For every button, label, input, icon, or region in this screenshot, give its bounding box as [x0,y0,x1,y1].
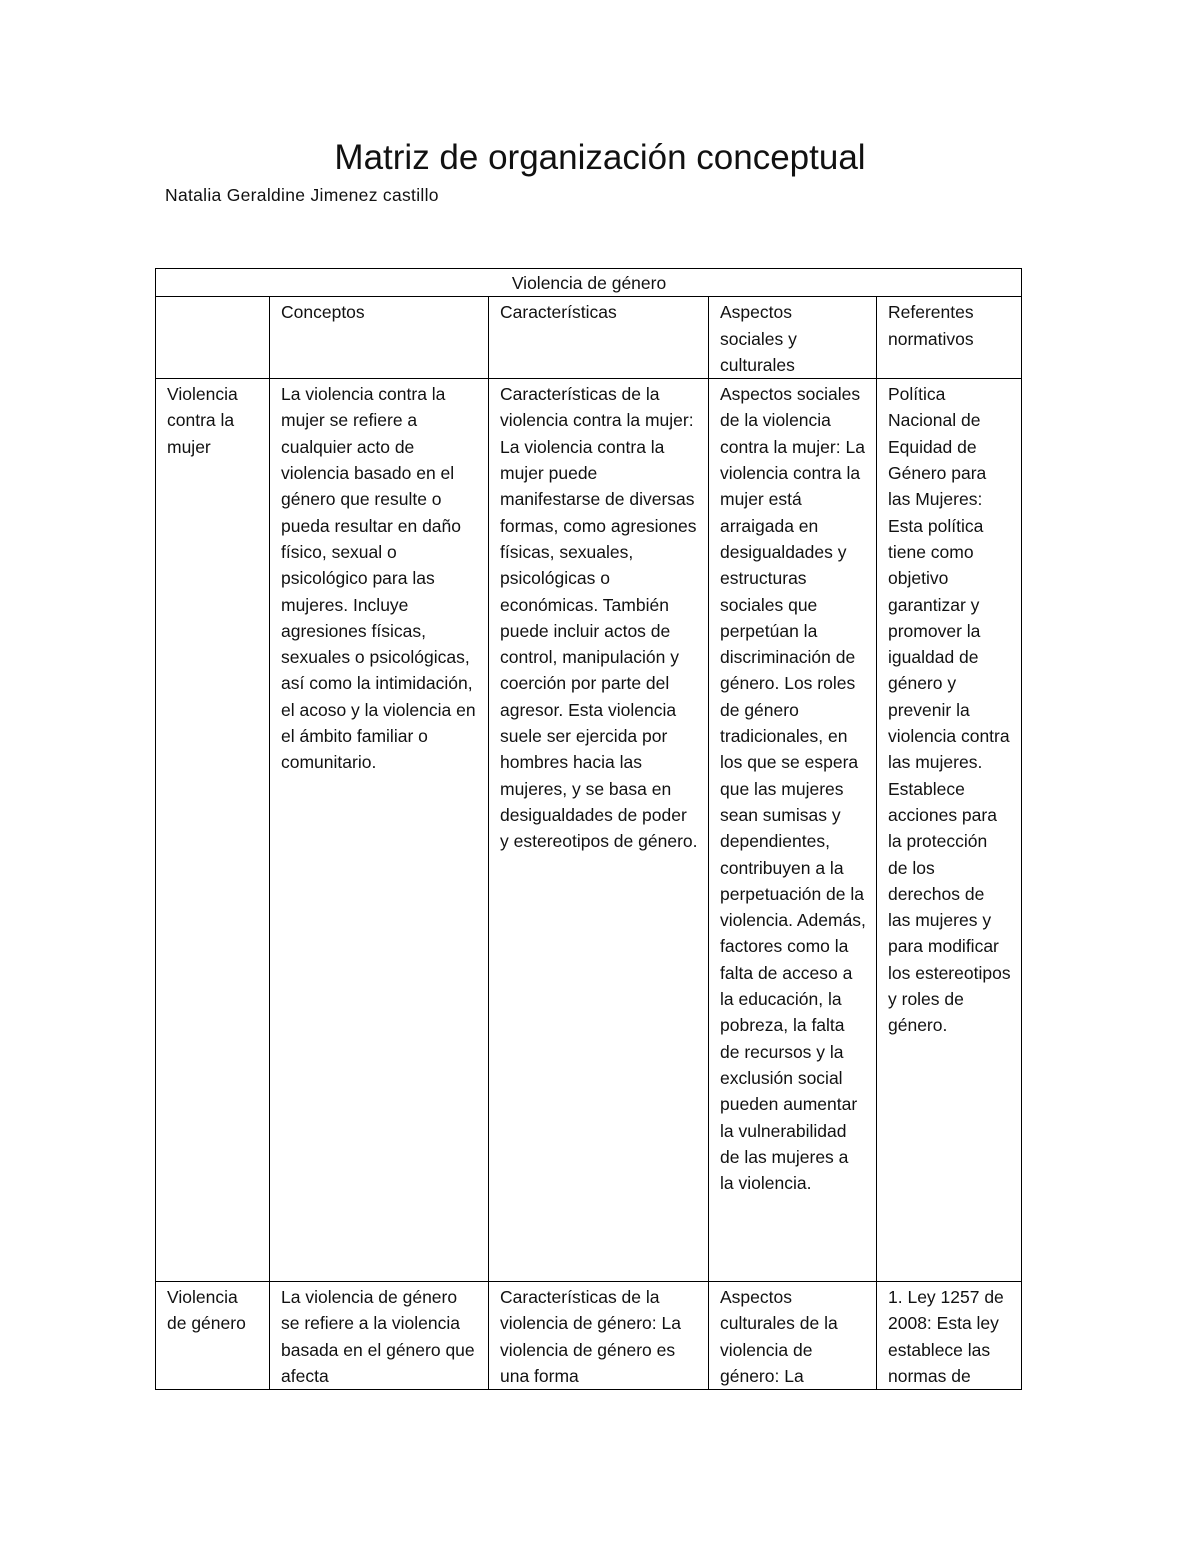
row-referentes-cell: 1. Ley 1257 de 2008: Esta ley establece las normas de [877,1282,1022,1390]
row-caracteristicas-cell: Características de la violencia contra la mujer: La violencia contra la mujer puede manifestarse de diversas formas, como agresiones físicas, sexuales, psicológicas o económicas. También puede incluir actos de control, manipulación y coerción por parte del agresor. Esta violencia suele ser ejercida por hombres hacia las mujeres, y se basa en desigualdades de poder y estereotipos de género. [489,379,709,1282]
header-cell-empty [156,297,270,379]
row-topic-cell: Violencia de género [156,1282,270,1390]
table-caption-row [156,269,1022,297]
row-referentes-cell: Política Nacional de Equidad de Género para las Mujeres: Esta política tiene como objetivo garantizar y promover la igualdad de género y prevenir la violencia contra las mujeres. Establece acciones para la protección de los derechos de las mujeres y para modificar los estereotipos y roles de género. [877,379,1022,1282]
table-header-row [156,297,1022,379]
document-title: Matriz de organización conceptual [334,138,866,177]
table-caption: Violencia de género [156,269,1022,297]
header-cell-caracteristicas: Características [489,297,709,379]
row-caracteristicas-cell: Características de la violencia de género: La violencia de género es una forma [489,1282,709,1390]
author-name: Natalia Geraldine Jimenez castillo [165,185,439,205]
row-topic-cell: Violencia contra la mujer [156,379,270,1282]
row-aspectos-cell: Aspectos culturales de la violencia de género: La [709,1282,877,1390]
table-row [156,379,1022,1282]
header-cell-referentes: Referentes normativos [877,297,1022,379]
concept-matrix-table [155,268,1022,1390]
row-conceptos-cell: La violencia contra la mujer se refiere a cualquier acto de violencia basado en el género que resulte o pueda resultar en daño físico, sexual o psicológico para las mujeres. Incluye agresiones físicas, sexuales o psicológicas, así como la intimidación, el acoso y la violencia en el ámbito familiar o comunitario. [270,379,489,1282]
header-cell-aspectos: Aspectos sociales y culturales [709,297,877,379]
header-cell-conceptos: Conceptos [270,297,489,379]
row-conceptos-cell: La violencia de género se refiere a la violencia basada en el género que afecta [270,1282,489,1390]
table-row [156,1282,1022,1390]
row-aspectos-cell: Aspectos sociales de la violencia contra la mujer: La violencia contra la mujer está arraigada en desigualdades y estructuras sociales que perpetúan la discriminación de género. Los roles de género tradicionales, en los que se espera que las mujeres sean sumisas y dependientes, contribuyen a la perpetuación de la violencia. Además, factores como la falta de acceso a la educación, la pobreza, la falta de recursos y la exclusión social pueden aumentar la vulnerabilidad de las mujeres a la violencia. [709,379,877,1282]
